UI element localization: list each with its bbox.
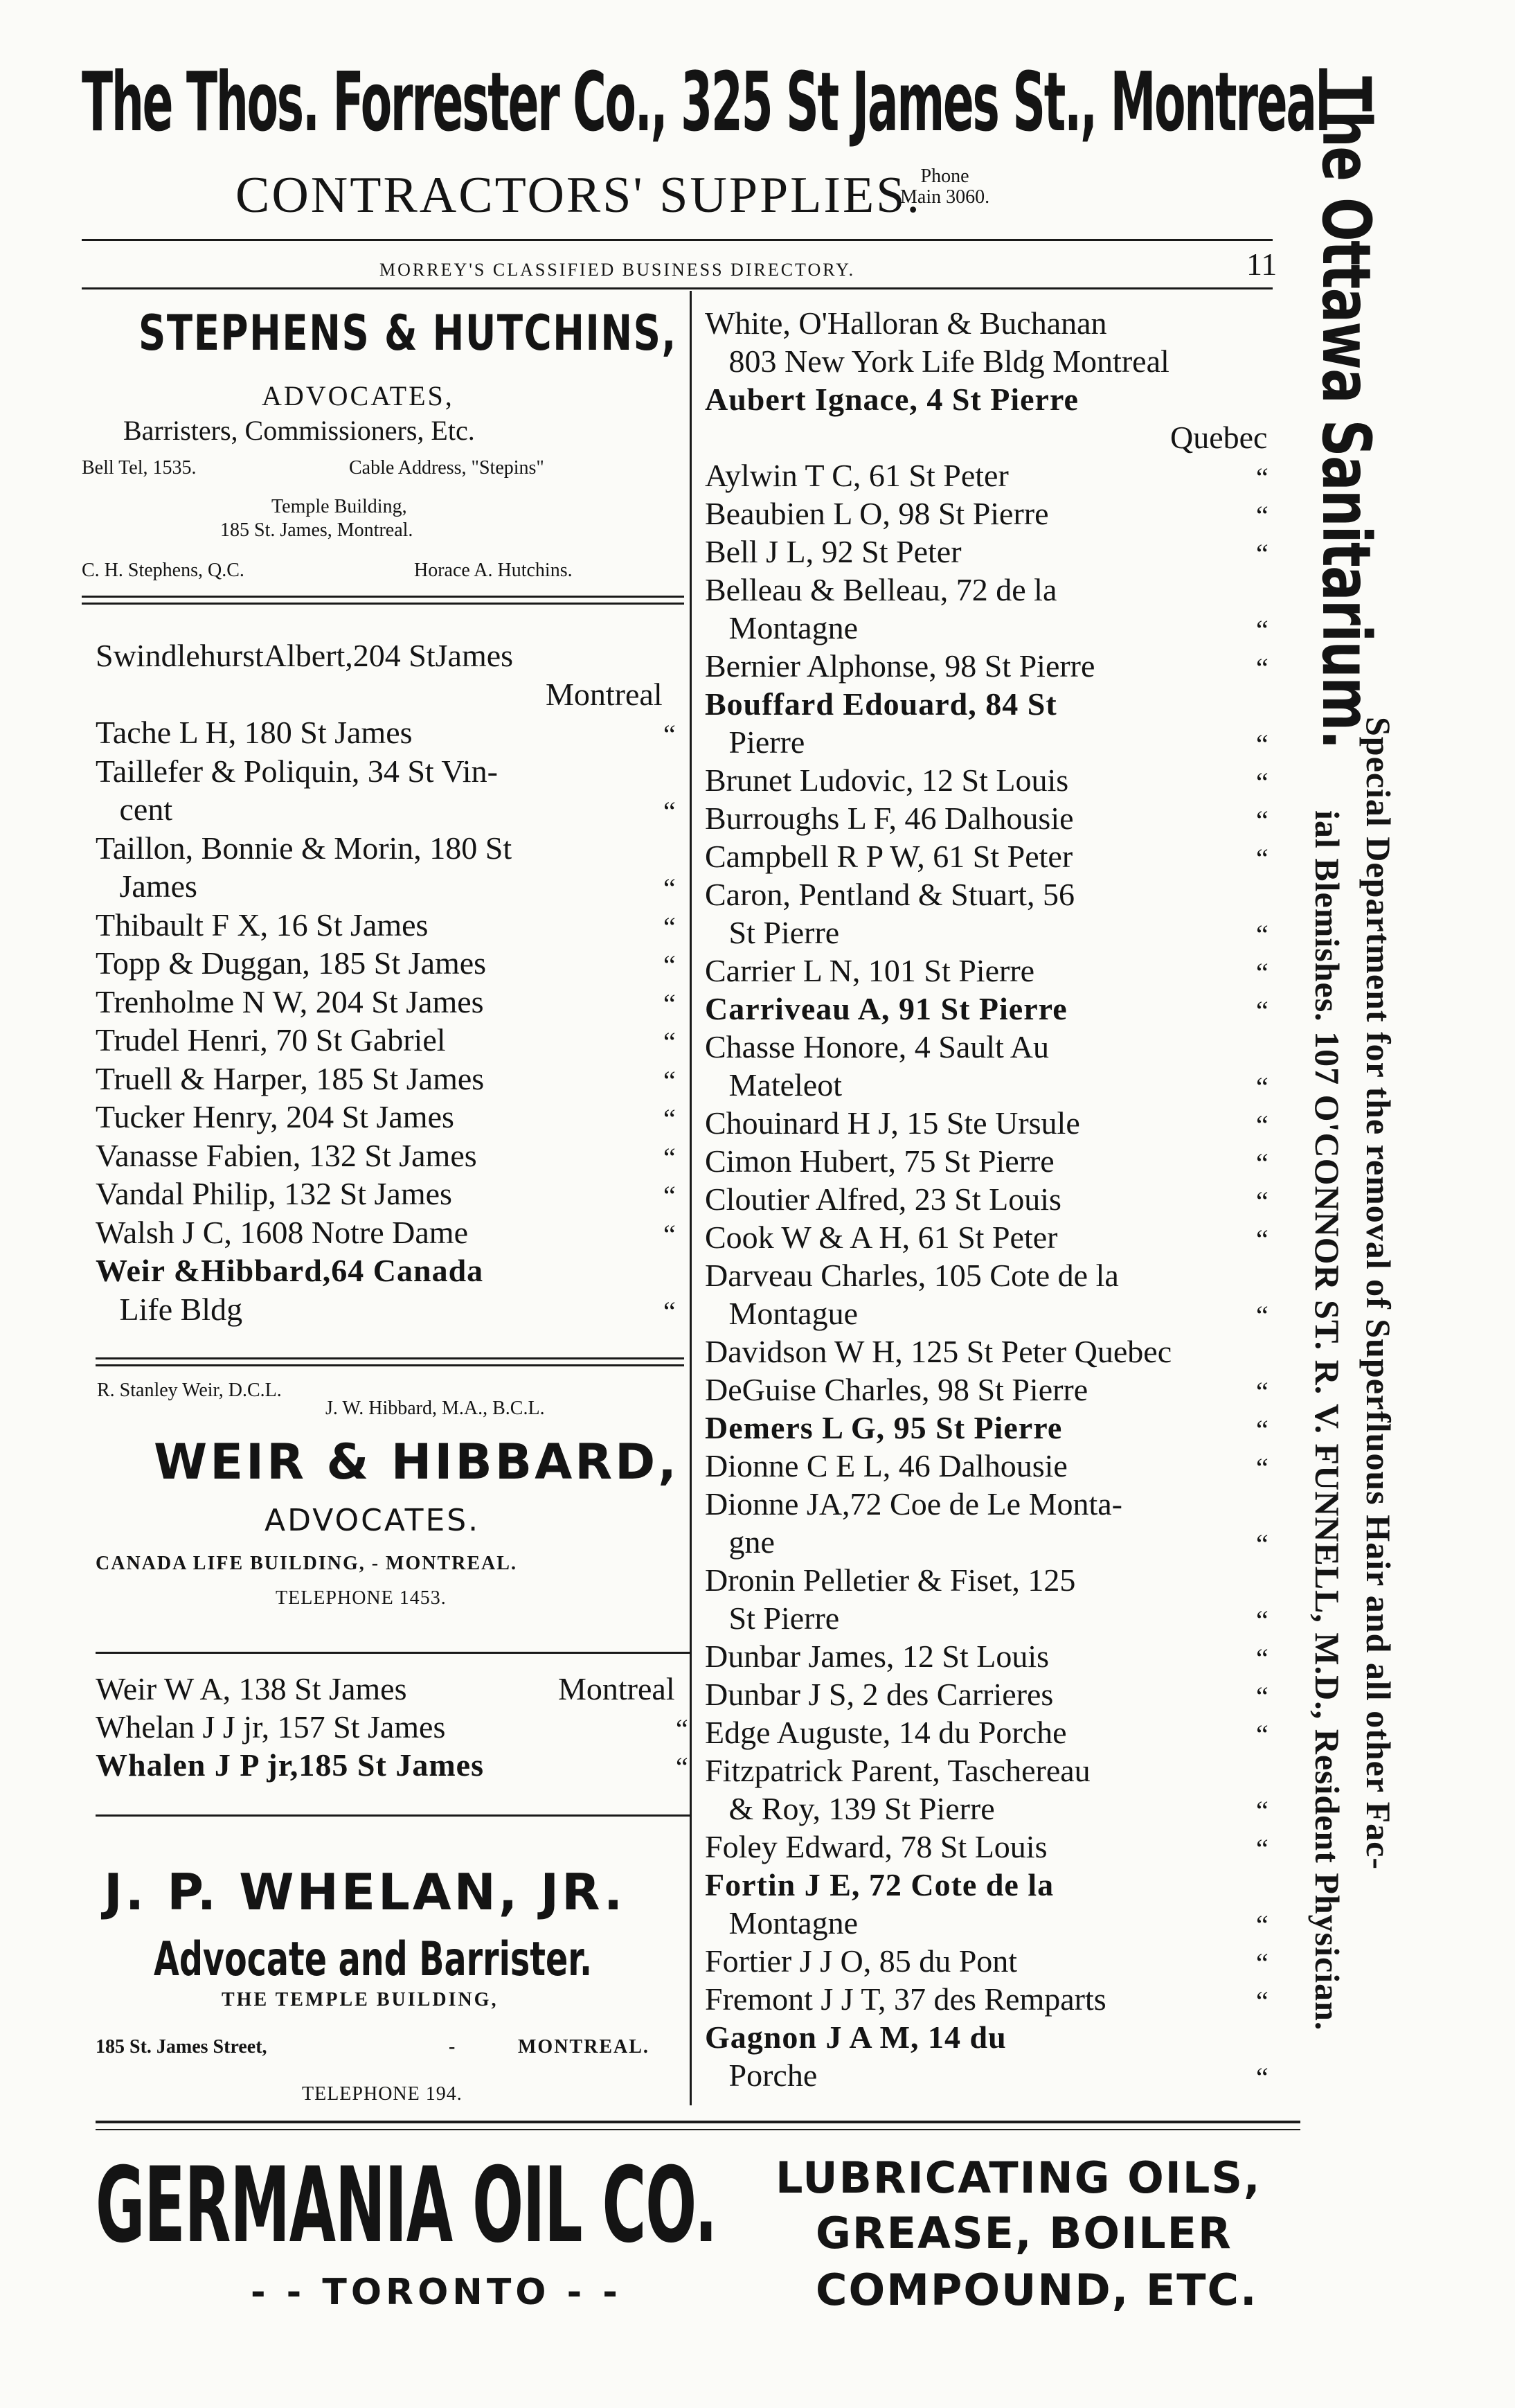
directory-entry: James (96, 868, 197, 904)
ditto-mark: “ (676, 1751, 688, 1783)
directory-entry: Cloutier Alfred, 23 St Louis (705, 1181, 1061, 1217)
ditto-mark: “ (1256, 1071, 1269, 1103)
directory-entry: Cook W & A H, 61 St Peter (705, 1220, 1058, 1255)
directory-entry: Vandal Philip, 132 St James (96, 1176, 452, 1211)
directory-entry: Bernier Alphonse, 98 St Pierre (705, 648, 1095, 684)
running-head: MORREY'S CLASSIFIED BUSINESS DIRECTORY. (379, 260, 856, 280)
ad-name: J. P. WHELAN, JR. (104, 1863, 626, 1921)
ditto-mark: “ (663, 988, 676, 1019)
directory-entry: Foley Edward, 78 St Louis (705, 1829, 1048, 1864)
directory-entry: Mateleot (705, 1067, 842, 1103)
ditto-mark: “ (1256, 1300, 1269, 1331)
ditto-mark: “ (1256, 1528, 1269, 1560)
page-number: 11 (1246, 247, 1278, 282)
directory-entry: Dunbar J S, 2 des Carrieres (705, 1677, 1054, 1712)
ad-telephone: Bell Tel, 1535. (82, 457, 197, 479)
directory-entry: SwindlehurstAlbert,204 StJames (96, 638, 514, 673)
ditto-mark: “ (1256, 843, 1269, 874)
ad-partner: Horace A. Hutchins. (414, 560, 573, 581)
ditto-mark: “ (1256, 1719, 1269, 1750)
directory-entry: cent (96, 792, 173, 827)
footer-company: GERMANIA OIL CO. (96, 2146, 717, 2266)
ad-profession: ADVOCATES. (265, 1503, 481, 1538)
directory-entry: St Pierre (705, 1600, 840, 1636)
directory-entry: DeGuise Charles, 98 St Pierre (705, 1372, 1088, 1407)
ditto-mark: “ (1256, 1986, 1269, 2017)
ad-rule (96, 1652, 691, 1654)
directory-entry: Whalen J P jr,185 St James (96, 1747, 484, 1783)
ditto-mark: “ (1256, 1909, 1269, 1941)
ad-street: 185 St. James Street, (96, 2036, 267, 2058)
directory-entry: Dionne JA,72 Coe de Le Monta- (705, 1486, 1122, 1522)
ad-rule (82, 596, 684, 598)
ditto-mark: “ (1256, 1109, 1269, 1141)
ditto-mark: “ (1256, 1795, 1269, 1826)
directory-entry: Porche (705, 2058, 818, 2093)
ditto-mark: “ (663, 949, 676, 981)
ad-partner: C. H. Stephens, Q.C. (82, 560, 244, 581)
header-company: The Thos. Forrester Co., 325 St James St., Montreal (82, 54, 1330, 150)
directory-entry: Vanasse Fabien, 132 St James (96, 1137, 477, 1173)
directory-entry: Aylwin T C, 61 St Peter (705, 458, 1009, 493)
side-ad-name: The Ottawa Sanitarium. (1307, 76, 1385, 749)
directory-entry: Campbell R P W, 61 St Peter (705, 839, 1073, 874)
directory-entry: Montagne (705, 1905, 859, 1941)
directory-entry: Tache L H, 180 St James (96, 715, 413, 750)
header-rule (82, 239, 1273, 241)
footer-products-3: COMPOUND, ETC. (816, 2265, 1258, 2315)
directory-entry: Fremont J J T, 37 des Remparts (705, 1981, 1106, 2017)
directory-entry: Dunbar James, 12 St Louis (705, 1639, 1050, 1674)
ditto-mark: “ (663, 1180, 676, 1211)
footer-products-2: GREASE, BOILER (816, 2208, 1232, 2258)
directory-entry: Darveau Charles, 105 Cote de la (705, 1258, 1119, 1293)
ad-street: 185 St. James, Montreal. (220, 519, 413, 541)
ditto-mark: “ (1256, 919, 1269, 950)
directory-entry: Tucker Henry, 204 St James (96, 1099, 454, 1134)
directory-entry: Topp & Duggan, 185 St James (96, 945, 487, 981)
ad-telephone: TELEPHONE 194. (302, 2083, 463, 2105)
ditto-mark: “ (663, 1141, 676, 1173)
ditto-mark: “ (1256, 1947, 1269, 1979)
ditto-mark: “ (1256, 957, 1269, 988)
directory-entry: Edge Auguste, 14 du Porche (705, 1715, 1067, 1750)
ad-titles: Barristers, Commissioners, Etc. (123, 415, 475, 446)
ditto-mark: “ (1256, 1224, 1269, 1255)
ad-city: MONTREAL. (518, 2036, 649, 2058)
ditto-mark: “ (663, 873, 676, 904)
ditto-mark: “ (1256, 1376, 1269, 1407)
ditto-mark: “ (1256, 2062, 1269, 2093)
directory-entry: Chouinard H J, 15 Ste Ursule (705, 1105, 1080, 1141)
directory-entry: Chasse Honore, 4 Sault Au (705, 1029, 1050, 1064)
side-ad-line2: ial Blemishes. 107 O'CONNOR ST. R. V. FUNNELL, M.D., Resident Physician. (1308, 810, 1347, 2031)
directory-entry: Brunet Ludovic, 12 St Louis (705, 762, 1069, 798)
directory-entry: St Pierre (705, 915, 840, 950)
directory-entry: Fortier J J O, 85 du Pont (705, 1943, 1018, 1979)
ditto-mark: “ (1256, 1148, 1269, 1179)
directory-entry: Carrier L N, 101 St Pierre (705, 953, 1035, 988)
footer-rule (96, 2121, 1300, 2123)
directory-entry: Caron, Pentland & Stuart, 56 (705, 877, 1075, 912)
column-divider (690, 291, 692, 2105)
directory-entry: Gagnon J A M, 14 du (705, 2019, 1007, 2055)
directory-entry: Fitzpatrick Parent, Taschereau (705, 1753, 1091, 1788)
ditto-mark: “ (676, 1713, 688, 1745)
running-head-rule (82, 287, 1273, 289)
entry-city: Quebec (1170, 420, 1268, 455)
directory-entry: Dionne C E L, 46 Dalhousie (705, 1448, 1068, 1483)
ditto-mark: “ (1256, 1186, 1269, 1217)
ditto-mark: “ (1256, 1833, 1269, 1864)
directory-entry: Thibault F X, 16 St James (96, 907, 429, 943)
ditto-mark: “ (1256, 729, 1269, 760)
ditto-mark: “ (1256, 1414, 1269, 1445)
ad-address: CANADA LIFE BUILDING, - MONTREAL. (96, 1553, 517, 1574)
ditto-mark: “ (663, 1218, 676, 1250)
directory-entry: Trudel Henri, 70 St Gabriel (96, 1022, 446, 1058)
footer-rule (96, 2129, 1300, 2130)
header-phone-label: Phone (920, 166, 969, 187)
directory-entry: Weir W A, 138 St James (96, 1671, 407, 1706)
footer-products-1: LUBRICATING OILS, (776, 2152, 1262, 2203)
ad-building: THE TEMPLE BUILDING, (222, 1989, 499, 2010)
ad-name: WEIR & HIBBARD, (154, 1434, 679, 1490)
ditto-mark: “ (663, 1064, 676, 1096)
ditto-mark: “ (1256, 1643, 1269, 1674)
directory-entry: Walsh J C, 1608 Notre Dame (96, 1214, 468, 1250)
ditto-mark: “ (1256, 767, 1269, 798)
header-phone-number: Main 3060. (900, 186, 990, 208)
directory-entry: White, O'Halloran & Buchanan (705, 305, 1107, 341)
ad-profession: ADVOCATES, (262, 380, 454, 411)
footer-city: - - TORONTO - - (251, 2272, 622, 2313)
ad-separator: - (449, 2036, 456, 2058)
directory-entry: Carriveau A, 91 St Pierre (705, 991, 1068, 1026)
directory-entry: Belleau & Belleau, 72 de la (705, 572, 1057, 607)
ad-rule (96, 1364, 684, 1366)
directory-entry: Trenholme N W, 204 St James (96, 983, 484, 1019)
ad-rule (96, 1357, 684, 1359)
directory-entry: Dronin Pelletier & Fiset, 125 (705, 1562, 1076, 1598)
ditto-mark: “ (663, 911, 676, 943)
ditto-mark: “ (1256, 1452, 1269, 1483)
ditto-mark: “ (1256, 652, 1269, 684)
directory-entry: Taillon, Bonnie & Morin, 180 St (96, 830, 512, 866)
ad-partner: J. W. Hibbard, M.A., B.C.L. (325, 1398, 545, 1419)
directory-entry: Truell & Harper, 185 St James (96, 1060, 485, 1096)
ditto-mark: “ (663, 1103, 676, 1134)
directory-entry: Pierre (705, 724, 805, 760)
ad-profession: Advocate and Barrister. (154, 1932, 593, 1987)
ditto-mark: “ (1256, 805, 1269, 836)
directory-entry: Demers L G, 95 St Pierre (705, 1410, 1063, 1445)
directory-entry: Davidson W H, 125 St Peter Quebec (705, 1334, 1172, 1369)
directory-entry: Cimon Hubert, 75 St Pierre (705, 1143, 1055, 1179)
directory-entry: Weir &Hibbard,64 Canada (96, 1253, 484, 1288)
ditto-mark: “ (1256, 500, 1269, 531)
ad-name: STEPHENS & HUTCHINS, (138, 305, 677, 362)
entry-city: Montreal (546, 676, 663, 712)
ad-building: Temple Building, (271, 496, 407, 517)
directory-entry: Bell J L, 92 St Peter (705, 534, 962, 569)
directory-entry: Life Bldg (96, 1291, 243, 1327)
ad-telephone: TELEPHONE 1453. (276, 1587, 447, 1609)
directory-entry: Burroughs L F, 46 Dalhousie (705, 801, 1074, 836)
directory-entry: Fortin J E, 72 Cote de la (705, 1867, 1055, 1902)
ditto-mark: “ (1256, 1681, 1269, 1712)
ditto-mark: “ (663, 796, 676, 827)
directory-entry: Aubert Ignace, 4 St Pierre (705, 382, 1079, 417)
ad-rule (82, 603, 684, 605)
ditto-mark: “ (1256, 1605, 1269, 1636)
directory-entry: Montagne (705, 610, 859, 645)
directory-entry: Taillefer & Poliquin, 34 St Vin- (96, 753, 498, 789)
header-tagline: CONTRACTORS' SUPPLIES. (235, 167, 922, 224)
header-phone (900, 166, 989, 208)
ditto-mark: “ (1256, 995, 1269, 1026)
ditto-mark: “ (663, 719, 676, 750)
ditto-mark: “ (1256, 614, 1269, 645)
directory-entry: Montague (705, 1296, 859, 1331)
directory-entry: Bouffard Edouard, 84 St (705, 686, 1057, 722)
directory-entry: Whelan J J jr, 157 St James (96, 1709, 446, 1745)
ditto-mark: “ (663, 1026, 676, 1058)
ad-rule (96, 1814, 691, 1817)
ad-cable-address: Cable Address, "Stepins" (349, 457, 544, 479)
side-ad-line1: Special Department for the removal of Superfluous Hair and all other Fac- (1359, 717, 1398, 1871)
directory-entry: gne (705, 1524, 775, 1560)
ditto-mark: “ (663, 1295, 676, 1327)
ditto-mark: “ (1256, 462, 1269, 493)
ditto-mark: “ (1256, 538, 1269, 569)
directory-entry: 803 New York Life Bldg Montreal (705, 344, 1169, 379)
ad-partner: R. Stanley Weir, D.C.L. (97, 1380, 282, 1401)
entry-city: Montreal (558, 1671, 675, 1706)
directory-entry: & Roy, 139 St Pierre (705, 1791, 995, 1826)
directory-entry: Beaubien L O, 98 St Pierre (705, 496, 1049, 531)
